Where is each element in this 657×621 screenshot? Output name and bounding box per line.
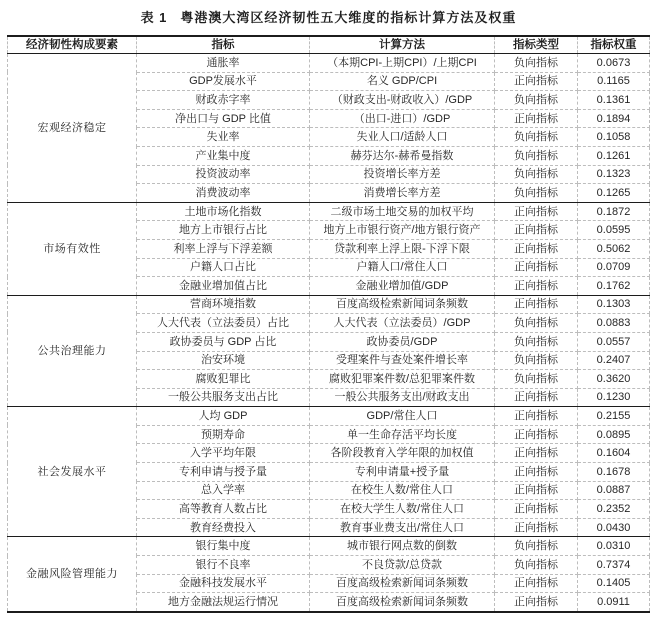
cell-indicator: 失业率: [137, 128, 310, 147]
cell-type: 负向指标: [495, 54, 578, 73]
cell-method: 消费增长率方差: [310, 184, 495, 203]
cell-type: 负向指标: [495, 370, 578, 389]
cell-type: 负向指标: [495, 128, 578, 147]
cell-weight: 0.1604: [578, 444, 650, 463]
table-row: [8, 295, 650, 314]
cell-indicator: 银行集中度: [137, 537, 310, 556]
cell-weight: 0.0430: [578, 518, 650, 537]
cell-type: 正向指标: [495, 277, 578, 296]
cell-weight: 0.0883: [578, 314, 650, 333]
cell-method: 专利申请量+授予量: [310, 463, 495, 482]
cell-type: 负向指标: [495, 184, 578, 203]
cell-weight: 0.0310: [578, 537, 650, 556]
cell-weight: 0.1872: [578, 202, 650, 221]
cell-method: 不良贷款/总贷款: [310, 556, 495, 575]
cell-weight: 0.1894: [578, 109, 650, 128]
cell-indicator: 土地市场化指数: [137, 202, 310, 221]
cell-type: 负向指标: [495, 165, 578, 184]
cell-indicator: 营商环境指数: [137, 295, 310, 314]
cell-weight: 0.1323: [578, 165, 650, 184]
cell-indicator: 金融科技发展水平: [137, 574, 310, 593]
cell-weight: 0.1361: [578, 91, 650, 110]
cell-method: （财政支出-财政收入）/GDP: [310, 91, 495, 110]
cell-method: 地方上市银行资产/地方银行资产: [310, 221, 495, 240]
cell-type: 正向指标: [495, 109, 578, 128]
cell-method: （本期CPI-上期CPI）/上期CPI: [310, 54, 495, 73]
table-body: [8, 54, 650, 612]
cell-method: 户籍人口/常住人口: [310, 258, 495, 277]
cell-indicator: 入学平均年限: [137, 444, 310, 463]
cell-method: 失业人口/适龄人口: [310, 128, 495, 147]
cell-weight: 0.1303: [578, 295, 650, 314]
cell-method: 二级市场土地交易的加权平均: [310, 202, 495, 221]
cell-indicator: 地方金融法规运行情况: [137, 593, 310, 612]
cell-type: 正向指标: [495, 407, 578, 426]
cell-type: 负向指标: [495, 146, 578, 165]
cell-type: 正向指标: [495, 425, 578, 444]
cell-weight: 0.1261: [578, 146, 650, 165]
cell-indicator: 财政赤字率: [137, 91, 310, 110]
cell-indicator: 总入学率: [137, 481, 310, 500]
group-factor-cell: 社会发展水平: [8, 407, 137, 537]
cell-method: 投资增长率方差: [310, 165, 495, 184]
cell-indicator: 政协委员与 GDP 占比: [137, 332, 310, 351]
cell-method: GDP/常住人口: [310, 407, 495, 426]
cell-weight: 0.1165: [578, 72, 650, 91]
table-row: [8, 54, 650, 73]
cell-indicator: 教育经费投入: [137, 518, 310, 537]
cell-method: 在校生人数/常住人口: [310, 481, 495, 500]
cell-method: 受理案件与查处案件增长率: [310, 351, 495, 370]
cell-weight: 0.2352: [578, 500, 650, 519]
cell-indicator: 一般公共服务支出占比: [137, 388, 310, 407]
cell-indicator: 产业集中度: [137, 146, 310, 165]
cell-method: 腐败犯罪案件数/总犯罪案件数: [310, 370, 495, 389]
cell-method: 金融业增加值/GDP: [310, 277, 495, 296]
table-row: [8, 537, 650, 556]
cell-type: 正向指标: [495, 444, 578, 463]
cell-method: 政协委员/GDP: [310, 332, 495, 351]
cell-indicator: 银行不良率: [137, 556, 310, 575]
cell-indicator: GDP发展水平: [137, 72, 310, 91]
cell-weight: 0.1678: [578, 463, 650, 482]
cell-method: 在校大学生人数/常住人口: [310, 500, 495, 519]
cell-indicator: 地方上市银行占比: [137, 221, 310, 240]
cell-indicator: 投资波动率: [137, 165, 310, 184]
column-header-weight: 指标权重: [578, 36, 650, 54]
cell-type: 负向指标: [495, 351, 578, 370]
cell-type: 负向指标: [495, 537, 578, 556]
table-row: [8, 202, 650, 221]
column-header-factor: 经济韧性构成要素: [8, 36, 137, 54]
cell-type: 正向指标: [495, 518, 578, 537]
cell-type: 正向指标: [495, 388, 578, 407]
cell-weight: 0.1058: [578, 128, 650, 147]
indicator-weights-table: [7, 35, 650, 613]
cell-method: 百度高级检索新闻词条频数: [310, 574, 495, 593]
table-row: [8, 407, 650, 426]
cell-method: 名义 GDP/CPI: [310, 72, 495, 91]
cell-weight: 0.0673: [578, 54, 650, 73]
cell-indicator: 腐败犯罪比: [137, 370, 310, 389]
cell-weight: 0.0595: [578, 221, 650, 240]
column-header-method: 计算方法: [310, 36, 495, 54]
cell-method: 城市银行网点数的倒数: [310, 537, 495, 556]
cell-weight: 0.1230: [578, 388, 650, 407]
cell-indicator: 高等教育人数占比: [137, 500, 310, 519]
cell-method: 百度高级检索新闻词条频数: [310, 295, 495, 314]
cell-weight: 0.5062: [578, 239, 650, 258]
cell-weight: 0.1265: [578, 184, 650, 203]
cell-method: 各阶段教育入学年限的加权值: [310, 444, 495, 463]
column-header-indicator: 指标: [137, 36, 310, 54]
group-factor-cell: 宏观经济稳定: [8, 54, 137, 203]
cell-method: 百度高级检索新闻词条频数: [310, 593, 495, 612]
cell-method: 单一生命存活平均长度: [310, 425, 495, 444]
cell-type: 负向指标: [495, 314, 578, 333]
cell-weight: 0.0911: [578, 593, 650, 612]
cell-indicator: 治安环境: [137, 351, 310, 370]
cell-weight: 0.7374: [578, 556, 650, 575]
cell-weight: 0.1405: [578, 574, 650, 593]
cell-weight: 0.1762: [578, 277, 650, 296]
table-number: 表 1: [140, 10, 168, 25]
cell-indicator: 金融业增加值占比: [137, 277, 310, 296]
cell-type: 正向指标: [495, 463, 578, 482]
cell-method: 教育事业费支出/常住人口: [310, 518, 495, 537]
cell-indicator: 人大代表（立法委员）占比: [137, 314, 310, 333]
cell-type: 正向指标: [495, 258, 578, 277]
cell-type: 负向指标: [495, 556, 578, 575]
cell-type: 正向指标: [495, 500, 578, 519]
cell-type: 负向指标: [495, 91, 578, 110]
table-header-row: [8, 36, 650, 54]
cell-indicator: 人均 GDP: [137, 407, 310, 426]
cell-type: 正向指标: [495, 221, 578, 240]
cell-method: 赫芬达尔-赫希曼指数: [310, 146, 495, 165]
group-factor-cell: 市场有效性: [8, 202, 137, 295]
cell-weight: 0.3620: [578, 370, 650, 389]
cell-weight: 0.0887: [578, 481, 650, 500]
cell-indicator: 预期寿命: [137, 425, 310, 444]
cell-type: 正向指标: [495, 239, 578, 258]
cell-type: 正向指标: [495, 202, 578, 221]
cell-method: 人大代表（立法委员）/GDP: [310, 314, 495, 333]
cell-weight: 0.2407: [578, 351, 650, 370]
cell-type: 正向指标: [495, 72, 578, 91]
cell-weight: 0.0557: [578, 332, 650, 351]
group-factor-cell: 金融风险管理能力: [8, 537, 137, 612]
cell-weight: 0.2155: [578, 407, 650, 426]
cell-indicator: 利率上浮与下浮差额: [137, 239, 310, 258]
cell-weight: 0.0895: [578, 425, 650, 444]
page-title: [0, 0, 657, 26]
cell-indicator: 消费波动率: [137, 184, 310, 203]
cell-type: 正向指标: [495, 574, 578, 593]
cell-indicator: 净出口与 GDP 比值: [137, 109, 310, 128]
cell-type: 正向指标: [495, 295, 578, 314]
cell-method: 一般公共服务支出/财政支出: [310, 388, 495, 407]
cell-indicator: 专利申请与授予量: [137, 463, 310, 482]
cell-indicator: 户籍人口占比: [137, 258, 310, 277]
cell-indicator: 通胀率: [137, 54, 310, 73]
column-header-type: 指标类型: [495, 36, 578, 54]
cell-type: 正向指标: [495, 481, 578, 500]
cell-type: 负向指标: [495, 332, 578, 351]
cell-weight: 0.0709: [578, 258, 650, 277]
cell-method: 贷款利率上浮上限-下浮下限: [310, 239, 495, 258]
table-title-text: 粤港澳大湾区经济韧性五大维度的指标计算方法及权重: [180, 10, 517, 25]
cell-method: （出口-进口）/GDP: [310, 109, 495, 128]
group-factor-cell: 公共治理能力: [8, 295, 137, 407]
cell-type: 正向指标: [495, 593, 578, 612]
